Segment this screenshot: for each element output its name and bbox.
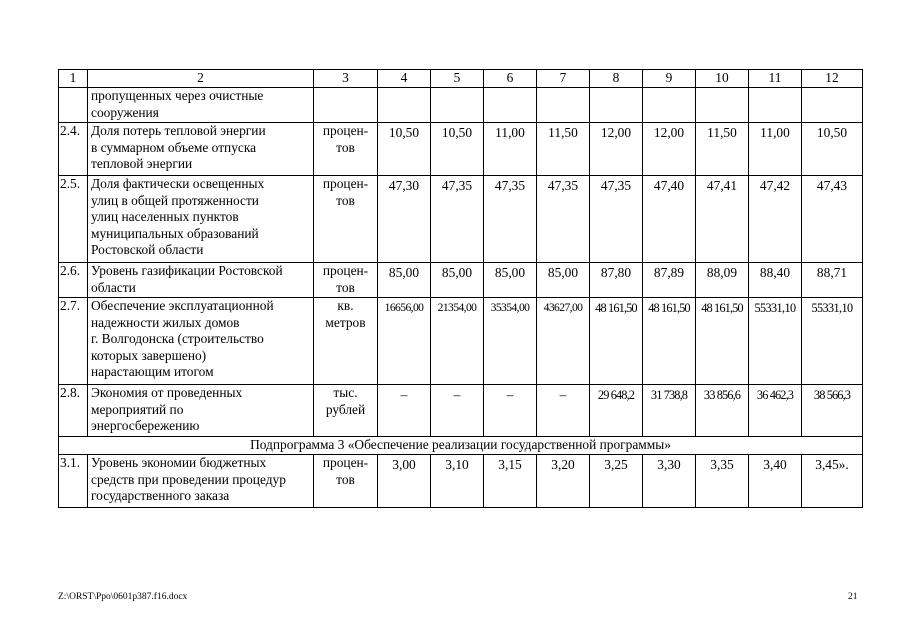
value-cell: 55331,10 bbox=[802, 298, 863, 385]
subprogram-row bbox=[59, 437, 863, 455]
value-cell: 21354,00 bbox=[431, 298, 484, 385]
header-cell: 8 bbox=[590, 70, 643, 88]
value-cell: 35354,00 bbox=[484, 298, 537, 385]
name-line: г. Волгодонска (строительство bbox=[91, 331, 264, 346]
value-cell: 47,43 bbox=[802, 176, 863, 263]
name-line: мероприятий по bbox=[91, 401, 184, 417]
value-cell: – bbox=[484, 385, 537, 437]
unit-line: тов bbox=[336, 139, 355, 155]
name-line: Ростовской области bbox=[91, 242, 204, 257]
value-cell: 87,89 bbox=[643, 263, 696, 298]
value-cell: 3,00 bbox=[378, 455, 431, 508]
unit-line: тов bbox=[336, 279, 355, 295]
row-number: 2.4. bbox=[59, 123, 88, 176]
value-cell: 10,50 bbox=[802, 123, 863, 176]
value-cell: 48 161,50 bbox=[590, 298, 643, 385]
name-line: тепловой энергии bbox=[91, 156, 193, 171]
name-line: сооружения bbox=[91, 104, 159, 120]
header-cell: 9 bbox=[643, 70, 696, 88]
value-cell: 31 738,8 bbox=[643, 385, 696, 437]
indicator-name bbox=[88, 123, 314, 176]
value-cell: 11,50 bbox=[696, 123, 749, 176]
row-number: 3.1. bbox=[59, 455, 88, 508]
unit-cell bbox=[314, 455, 378, 508]
unit-cell bbox=[314, 263, 378, 298]
table-row bbox=[59, 385, 863, 437]
value-cell: 33 856,6 bbox=[696, 385, 749, 437]
value-cell: 87,80 bbox=[590, 263, 643, 298]
row-number: 2.6. bbox=[59, 263, 88, 298]
subprogram-title: Подпрограмма 3 «Обеспечение реализации государственной программы» bbox=[59, 437, 863, 455]
header-cell: 1 bbox=[59, 70, 88, 88]
column-number-row bbox=[59, 70, 863, 88]
row-number: 2.8. bbox=[59, 385, 88, 437]
unit-line: тов bbox=[336, 471, 355, 487]
value-cell: 3,25 bbox=[590, 455, 643, 508]
value-cell: 36 462,3 bbox=[749, 385, 802, 437]
value-cell: 29 648,2 bbox=[590, 385, 643, 437]
header-cell: 6 bbox=[484, 70, 537, 88]
header-cell: 3 bbox=[314, 70, 378, 88]
value-cell bbox=[484, 88, 537, 123]
indicator-name bbox=[88, 455, 314, 508]
unit-line: рублей bbox=[325, 401, 366, 417]
header-cell: 12 bbox=[802, 70, 863, 88]
value-cell: 10,50 bbox=[378, 123, 431, 176]
name-line: в суммарном объеме отпуска bbox=[91, 139, 257, 155]
value-cell: – bbox=[431, 385, 484, 437]
unit-cell bbox=[314, 88, 378, 123]
value-cell bbox=[802, 88, 863, 123]
unit-cell bbox=[314, 298, 378, 385]
name-line: области bbox=[91, 279, 136, 295]
unit-cell bbox=[314, 123, 378, 176]
value-cell: 88,09 bbox=[696, 263, 749, 298]
indicator-name bbox=[88, 298, 314, 385]
table-row bbox=[59, 176, 863, 263]
value-cell: 11,50 bbox=[537, 123, 590, 176]
header-cell: 11 bbox=[749, 70, 802, 88]
value-cell bbox=[378, 88, 431, 123]
value-cell: – bbox=[378, 385, 431, 437]
value-cell: 47,35 bbox=[484, 176, 537, 263]
value-cell: 85,00 bbox=[537, 263, 590, 298]
name-line: Уровень экономии бюджетных bbox=[91, 455, 267, 470]
value-cell: 85,00 bbox=[378, 263, 431, 298]
value-cell: 43627,00 bbox=[537, 298, 590, 385]
header-cell: 10 bbox=[696, 70, 749, 88]
value-cell: 48 161,50 bbox=[643, 298, 696, 385]
indicator-table bbox=[58, 69, 863, 508]
header-cell: 4 bbox=[378, 70, 431, 88]
name-line: улиц населенных пунктов bbox=[91, 209, 239, 224]
value-cell: 11,00 bbox=[484, 123, 537, 176]
unit-line: процен- bbox=[322, 176, 369, 191]
value-cell: 16656,00 bbox=[378, 298, 431, 385]
unit-cell bbox=[314, 385, 378, 437]
name-line: муниципальных образований bbox=[91, 225, 259, 241]
name-line: энергосбережению bbox=[91, 418, 200, 433]
value-cell bbox=[749, 88, 802, 123]
value-cell: 3,40 bbox=[749, 455, 802, 508]
value-cell: 48 161,50 bbox=[696, 298, 749, 385]
value-cell: 88,40 bbox=[749, 263, 802, 298]
name-line: государственного заказа bbox=[91, 488, 230, 503]
value-cell bbox=[696, 88, 749, 123]
name-line: Доля фактически освещенных bbox=[91, 176, 265, 191]
header-cell: 7 bbox=[537, 70, 590, 88]
value-cell bbox=[537, 88, 590, 123]
value-cell: 47,35 bbox=[431, 176, 484, 263]
name-line: Уровень газификации Ростовской bbox=[91, 263, 283, 278]
footer-file-path: Z:\ORST\Ppo\0601p387.f16.docx bbox=[58, 592, 188, 602]
value-cell: 11,00 bbox=[749, 123, 802, 176]
value-cell: 3,35 bbox=[696, 455, 749, 508]
value-cell bbox=[590, 88, 643, 123]
value-cell: 85,00 bbox=[484, 263, 537, 298]
unit-line: тыс. bbox=[333, 385, 358, 400]
value-cell: 3,30 bbox=[643, 455, 696, 508]
table-row bbox=[59, 88, 863, 123]
name-line: которых завершено) bbox=[91, 347, 207, 363]
name-line: улиц в общей протяженности bbox=[91, 192, 259, 208]
value-cell: 47,35 bbox=[537, 176, 590, 263]
name-line: Экономия от проведенных bbox=[91, 385, 243, 400]
header-cell: 5 bbox=[431, 70, 484, 88]
name-line: Доля потерь тепловой энергии bbox=[91, 123, 266, 138]
table-row bbox=[59, 123, 863, 176]
page-number: 21 bbox=[848, 592, 858, 602]
unit-line: кв. bbox=[337, 298, 354, 313]
value-cell: 47,42 bbox=[749, 176, 802, 263]
row-number bbox=[59, 88, 88, 123]
value-cell: 12,00 bbox=[643, 123, 696, 176]
value-cell bbox=[431, 88, 484, 123]
value-cell: 10,50 bbox=[431, 123, 484, 176]
indicator-name bbox=[88, 176, 314, 263]
unit-line: процен- bbox=[322, 455, 369, 470]
table-row bbox=[59, 298, 863, 385]
value-cell: 3,45». bbox=[802, 455, 863, 508]
row-number: 2.7. bbox=[59, 298, 88, 385]
row-number: 2.5. bbox=[59, 176, 88, 263]
value-cell: 3,15 bbox=[484, 455, 537, 508]
unit-line: процен- bbox=[322, 123, 369, 138]
name-line: средств при проведении процедур bbox=[91, 471, 286, 487]
value-cell bbox=[643, 88, 696, 123]
value-cell: 47,30 bbox=[378, 176, 431, 263]
name-line: надежности жилых домов bbox=[91, 314, 240, 330]
indicator-name bbox=[88, 263, 314, 298]
value-cell: 12,00 bbox=[590, 123, 643, 176]
value-cell: 85,00 bbox=[431, 263, 484, 298]
unit-line: метров bbox=[325, 314, 366, 330]
indicator-name bbox=[88, 385, 314, 437]
value-cell: 3,20 bbox=[537, 455, 590, 508]
unit-cell bbox=[314, 176, 378, 263]
name-line: Обеспечение эксплуатационной bbox=[91, 298, 274, 313]
value-cell: 38 566,3 bbox=[802, 385, 863, 437]
value-cell: 47,41 bbox=[696, 176, 749, 263]
value-cell: 55331,10 bbox=[749, 298, 802, 385]
indicator-name bbox=[88, 88, 314, 123]
value-cell: – bbox=[537, 385, 590, 437]
table-row bbox=[59, 263, 863, 298]
unit-line: процен- bbox=[322, 263, 369, 278]
header-cell: 2 bbox=[88, 70, 314, 88]
name-line: пропущенных через очистные bbox=[91, 88, 264, 103]
value-cell: 47,40 bbox=[643, 176, 696, 263]
unit-line: тов bbox=[336, 192, 355, 208]
table-row bbox=[59, 455, 863, 508]
value-cell: 88,71 bbox=[802, 263, 863, 298]
value-cell: 3,10 bbox=[431, 455, 484, 508]
name-line: нарастающим итогом bbox=[91, 364, 214, 379]
value-cell: 47,35 bbox=[590, 176, 643, 263]
